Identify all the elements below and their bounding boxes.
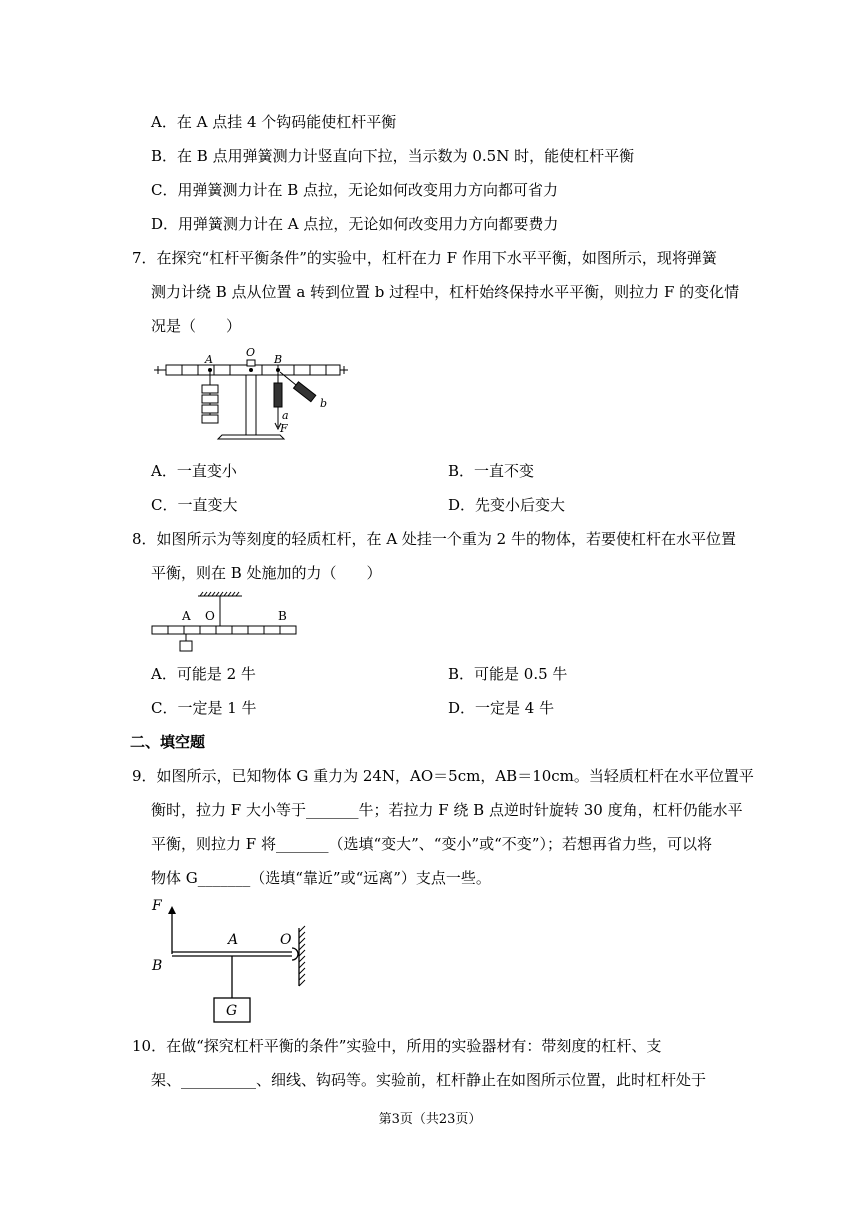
q7-option-d: D．先变小后变大 (448, 496, 566, 514)
q8-figure (150, 590, 300, 656)
q7-option-b: B．一直不变 (448, 462, 535, 480)
q9-figure (148, 892, 318, 1027)
q7-option-c: C．一直变大 (151, 496, 238, 514)
q9-stem-line1: 9．如图所示，已知物体 G 重力为 24N，AO＝5cm，AB＝10cm。当轻质杠杆在水平位置平 (132, 767, 754, 785)
q8-option-d: D．一定是 4 牛 (448, 699, 555, 717)
q10-stem-line2: 架、__________、细线、钩码等。实验前，杠杆静止在如图所示位置，此时杠杆处于 (151, 1071, 707, 1089)
q7-label-b-position: b (320, 397, 328, 410)
q9-stem-line3: 平衡，则拉力 F 将_______（选填“变大”、“变小”或“不变”）；若想再省力些，可以将 (151, 835, 712, 853)
q9-label-g: G (226, 1003, 238, 1019)
q9-stem-line4: 物体 G_______（选填“靠近”或“远离”）支点一些。 (151, 869, 491, 887)
q8-stem-line2: 平衡，则在 B 处施加的力（ ） (151, 564, 382, 582)
q8-stem-line1: 8．如图所示为等刻度的轻质杠杆，在 A 处挂一个重为 2 牛的物体，若要使杠杆在水平位置 (132, 530, 736, 548)
q7-stem-line2: 测力计绕 B 点从位置 a 转到位置 b 过程中，杠杆始终保持水平平衡，则拉力 F 的变化情 (151, 283, 740, 301)
q9-stem-line2: 衡时，拉力 F 大小等于_______牛；若拉力 F 绕 B 点逆时针旋转 30 度角，杠杆仍能水平 (151, 801, 743, 819)
q10-stem-line1: 10．在做“探究杠杆平衡的条件”实验中，所用的实验器材有：带刻度的杠杆、支 (132, 1037, 662, 1055)
q9-label-o: O (280, 932, 292, 948)
page-footer: 第3页（共23页） (378, 1112, 482, 1127)
q6-option-a: A．在 A 点挂 4 个钩码能使杠杆平衡 (151, 113, 397, 131)
q7-figure (150, 345, 355, 445)
q7-label-f: F (280, 422, 288, 435)
q8-label-b: B (278, 609, 287, 623)
section-heading-fill-in: 二、填空题 (130, 733, 206, 751)
q8-label-a: A (182, 609, 191, 623)
q9-label-f: F (152, 898, 162, 914)
q8-option-a: A．可能是 2 牛 (151, 665, 256, 683)
q9-label-b: B (152, 958, 163, 974)
q7-stem-line3: 况是（ ） (151, 317, 242, 335)
q6-option-d: D．用弹簧测力计在 A 点拉，无论如何改变用力方向都要费力 (151, 215, 559, 233)
q8-option-b: B．可能是 0.5 牛 (448, 665, 568, 683)
q8-label-o: O (205, 609, 215, 623)
q6-option-c: C．用弹簧测力计在 B 点拉，无论如何改变用力方向都可省力 (151, 181, 559, 199)
q7-stem-line1: 7．在探究“杠杆平衡条件”的实验中，杠杆在力 F 作用下水平平衡，如图所示，现将弹簧 (132, 249, 717, 267)
q7-label-b: B (274, 353, 283, 366)
q9-label-a: A (228, 932, 239, 948)
q7-option-a: A．一直变小 (151, 462, 237, 480)
q8-option-c: C．一定是 1 牛 (151, 699, 257, 717)
q6-option-b: B．在 B 点用弹簧测力计竖直向下拉，当示数为 0.5N 时，能使杠杆平衡 (151, 147, 635, 165)
q7-label-o: O (246, 346, 256, 359)
q7-label-a-position: a (282, 409, 289, 422)
q7-label-a: A (205, 353, 213, 366)
